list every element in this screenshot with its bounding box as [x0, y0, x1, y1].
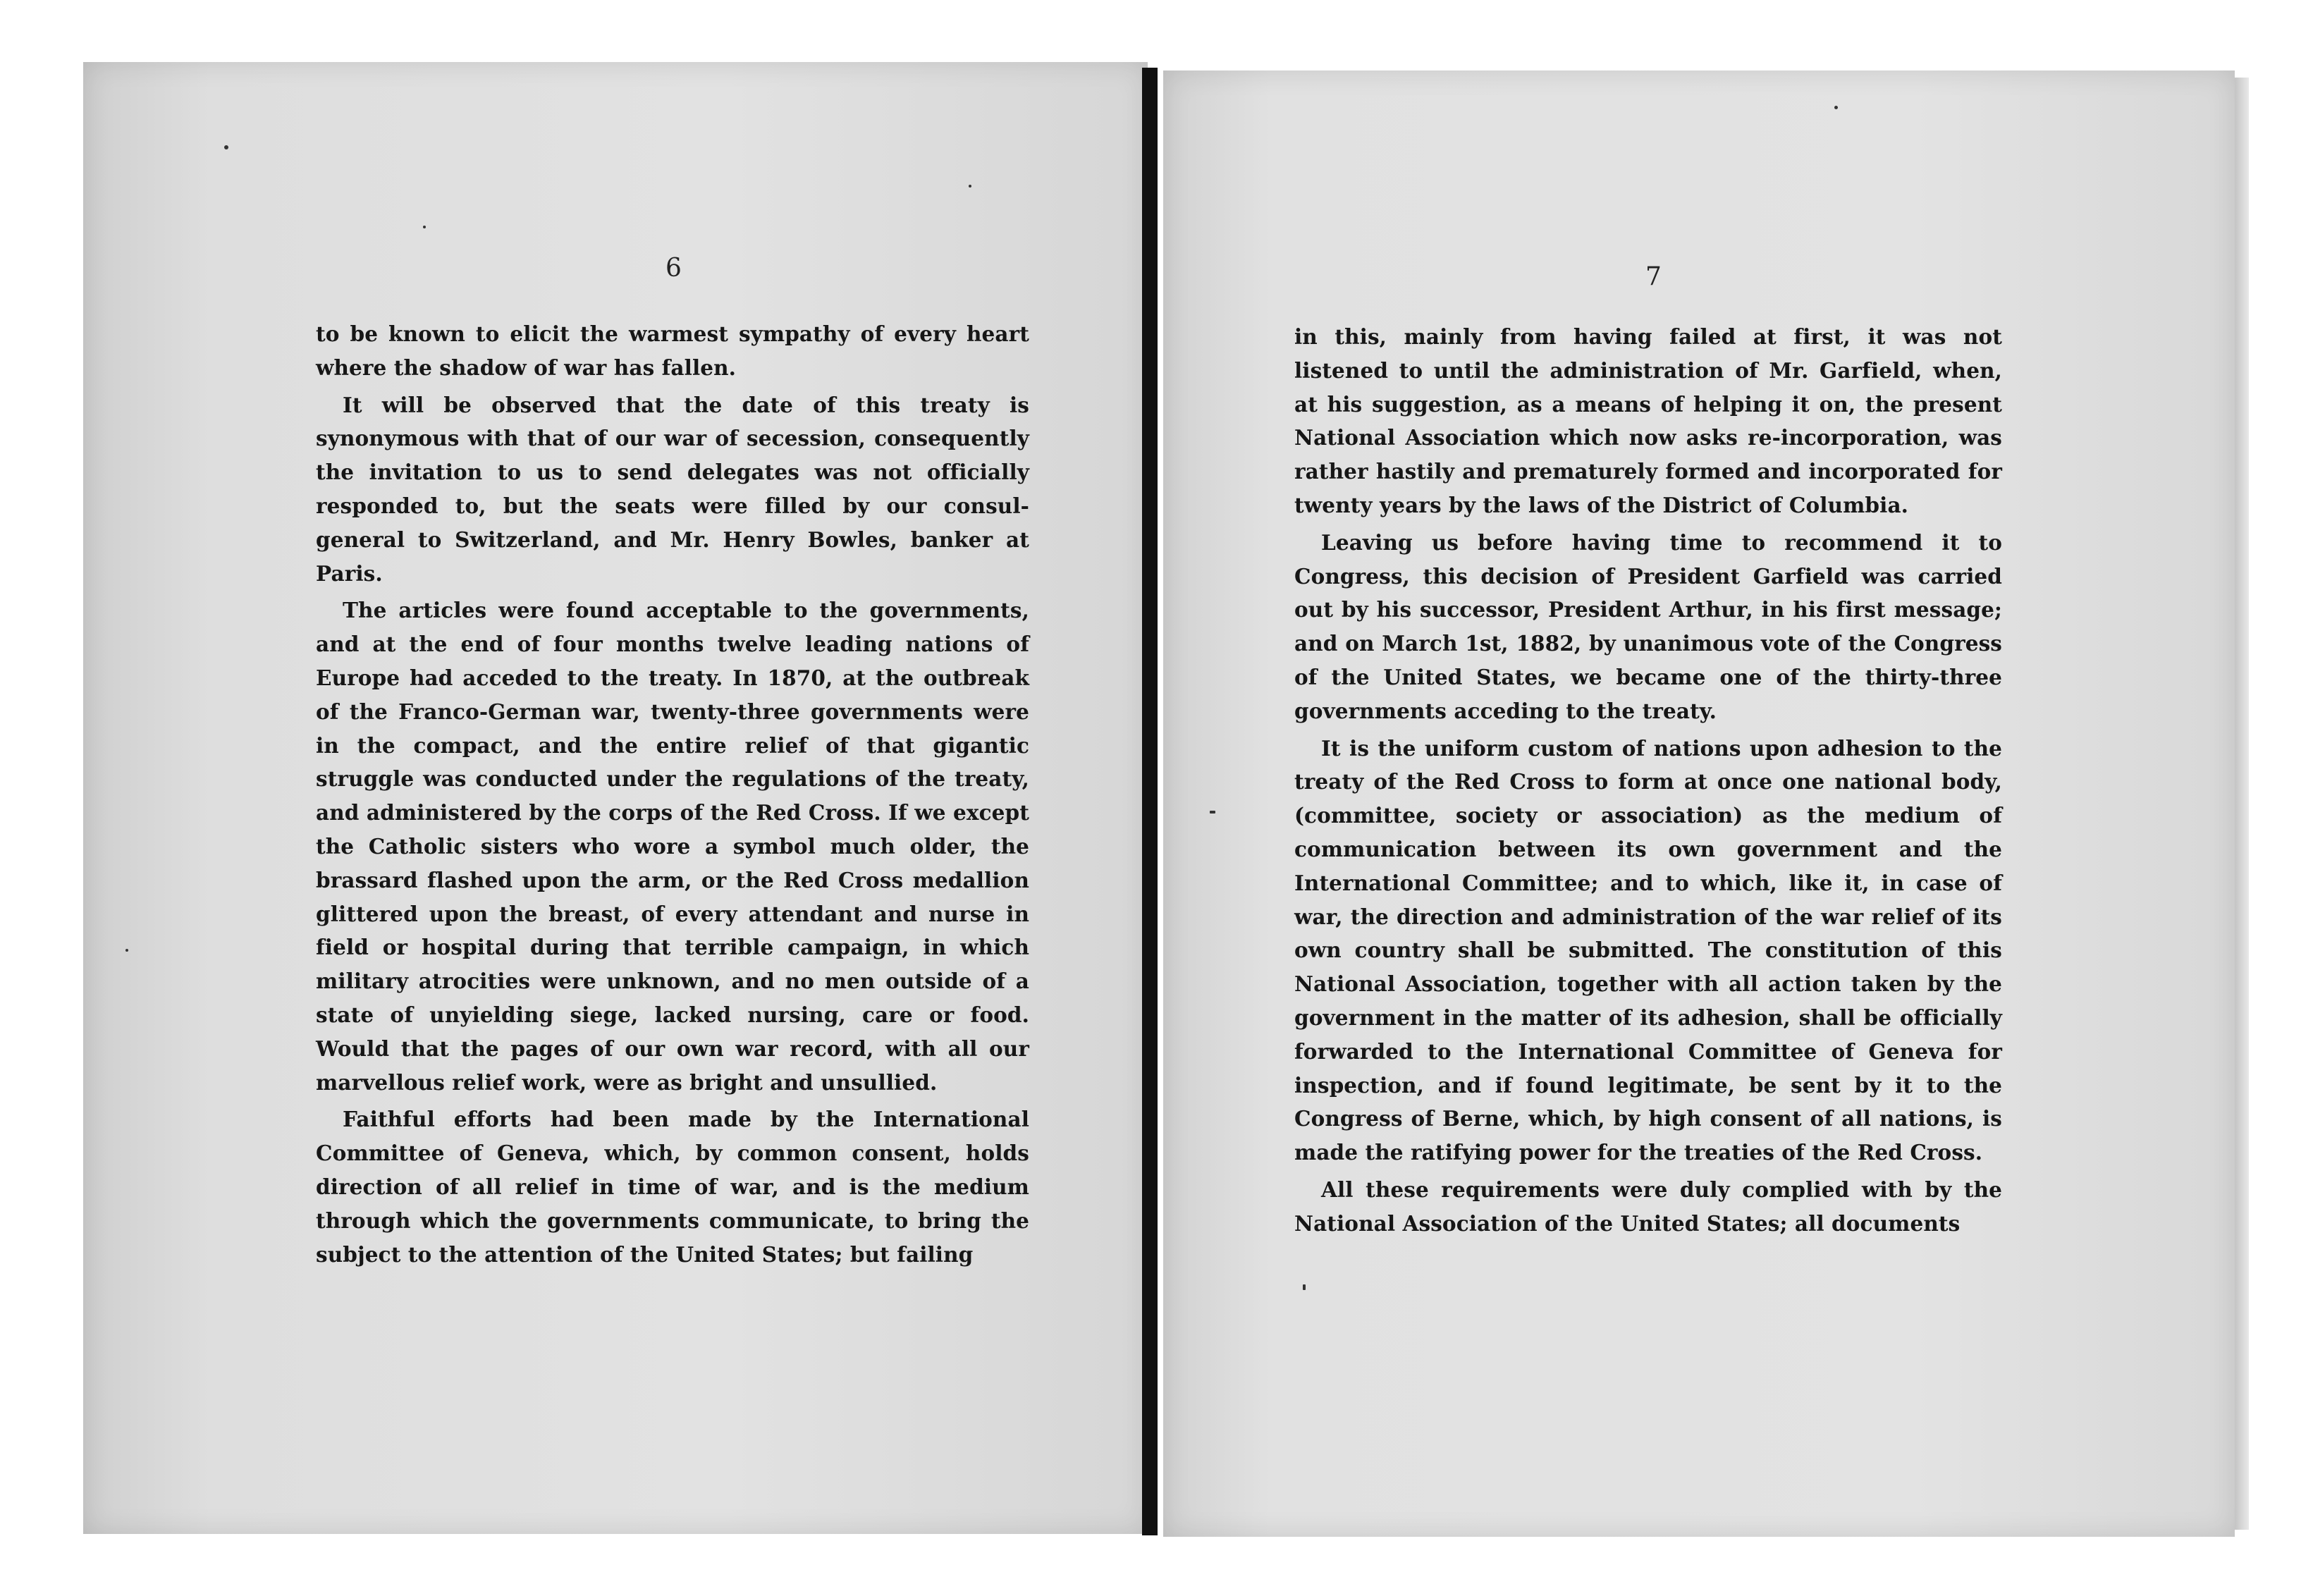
- paragraph: All these requirements were duly complied with by the National Association of the United States; all documents: [1294, 1177, 2002, 1236]
- paragraph: in this, mainly from having failed at first, it was not listened to until the administration of Mr. Garfield, when, at his suggestion, as a means of helping it on, the present National Association which now asks re-incorporation, was rather hastily and prematurely formed and incorporated for twenty years by the laws of the District of Columbia.: [1294, 324, 2002, 517]
- right-page-text: [1294, 320, 2002, 1244]
- paper-speck: [1303, 1284, 1306, 1290]
- book-gutter: [1142, 68, 1158, 1535]
- page-edge: [2235, 78, 2249, 1530]
- paragraph: to be known to elicit the warmest sympathy of every heart where the shadow of war has fallen.: [316, 321, 1029, 380]
- paragraph: Leaving us before having time to recommend it to Congress, this decision of President Garfield was carried out by his successor, President Arthur, in his first message; and on March 1st, 1882, by unanimous vote of the Congress of the United States, we became one of the thirty-three governments acceding to the treaty.: [1294, 529, 2002, 723]
- paragraph: Faithful efforts had been made by the International Committee of Geneva, which, by common consent, holds direction of all relief in time of war, and is the medium through which the governments communicate, to bring the subject to the attention of the United States; but failing: [316, 1107, 1029, 1267]
- paper-speck: [969, 185, 971, 188]
- page-number-left: 6: [665, 254, 682, 283]
- paper-speck: [125, 949, 128, 952]
- paper-speck: [1210, 811, 1215, 814]
- paper-speck: [423, 226, 426, 228]
- paragraph: It will be observed that the date of this treaty is synonymous with that of our war of secession, consequently the invitation to us to send delegates was not officially responded to, but the seats were filled by our consul-general to Switzerland, and Mr. Henry Bowles, banker at Paris.: [316, 392, 1029, 586]
- paper-speck: [224, 145, 228, 149]
- paper-speck: [1834, 106, 1838, 109]
- page-number-right: 7: [1645, 262, 1662, 291]
- paragraph: It is the uniform custom of nations upon adhesion to the treaty of the Red Cross to form at once one national body, (committee, society or association) as the medium of communication between its own government and the International Committee; and to which, like it, in case of war, the direction and administration of the war relief of its own country shall be submitted. The constitution of this National Association, together with all action taken by the government in the matter of its adhesion, shall be officially forwarded to the International Committee of Geneva for inspection, and if found legitimate, be sent by it to the Congress of Berne, which, by high consent of all nations, is made the ratifying power for the treaties of the Red Cross.: [1294, 735, 2002, 1165]
- left-page-text: [316, 317, 1029, 1275]
- paragraph: The articles were found acceptable to the governments, and at the end of four months twelve leading nations of Europe had acceded to the treaty. In 1870, at the outbreak of the Franco-German war, twenty-three governments were in the compact, and the entire relief of that gigantic struggle was conducted under the regulations of the treaty, and administered by the corps of the Red Cross. If we except the Catholic sisters who wore a symbol much older, the brassard flashed upon the arm, or the Red Cross medallion glittered upon the breast, of every attendant and nurse in field or hospital during that terrible campaign, in which military atrocities were unknown, and no men outside of a state of unyielding siege, lacked nursing, care or food. Would that the pages of our own war record, with all our marvellous relief work, were as bright and unsullied.: [316, 598, 1029, 1095]
